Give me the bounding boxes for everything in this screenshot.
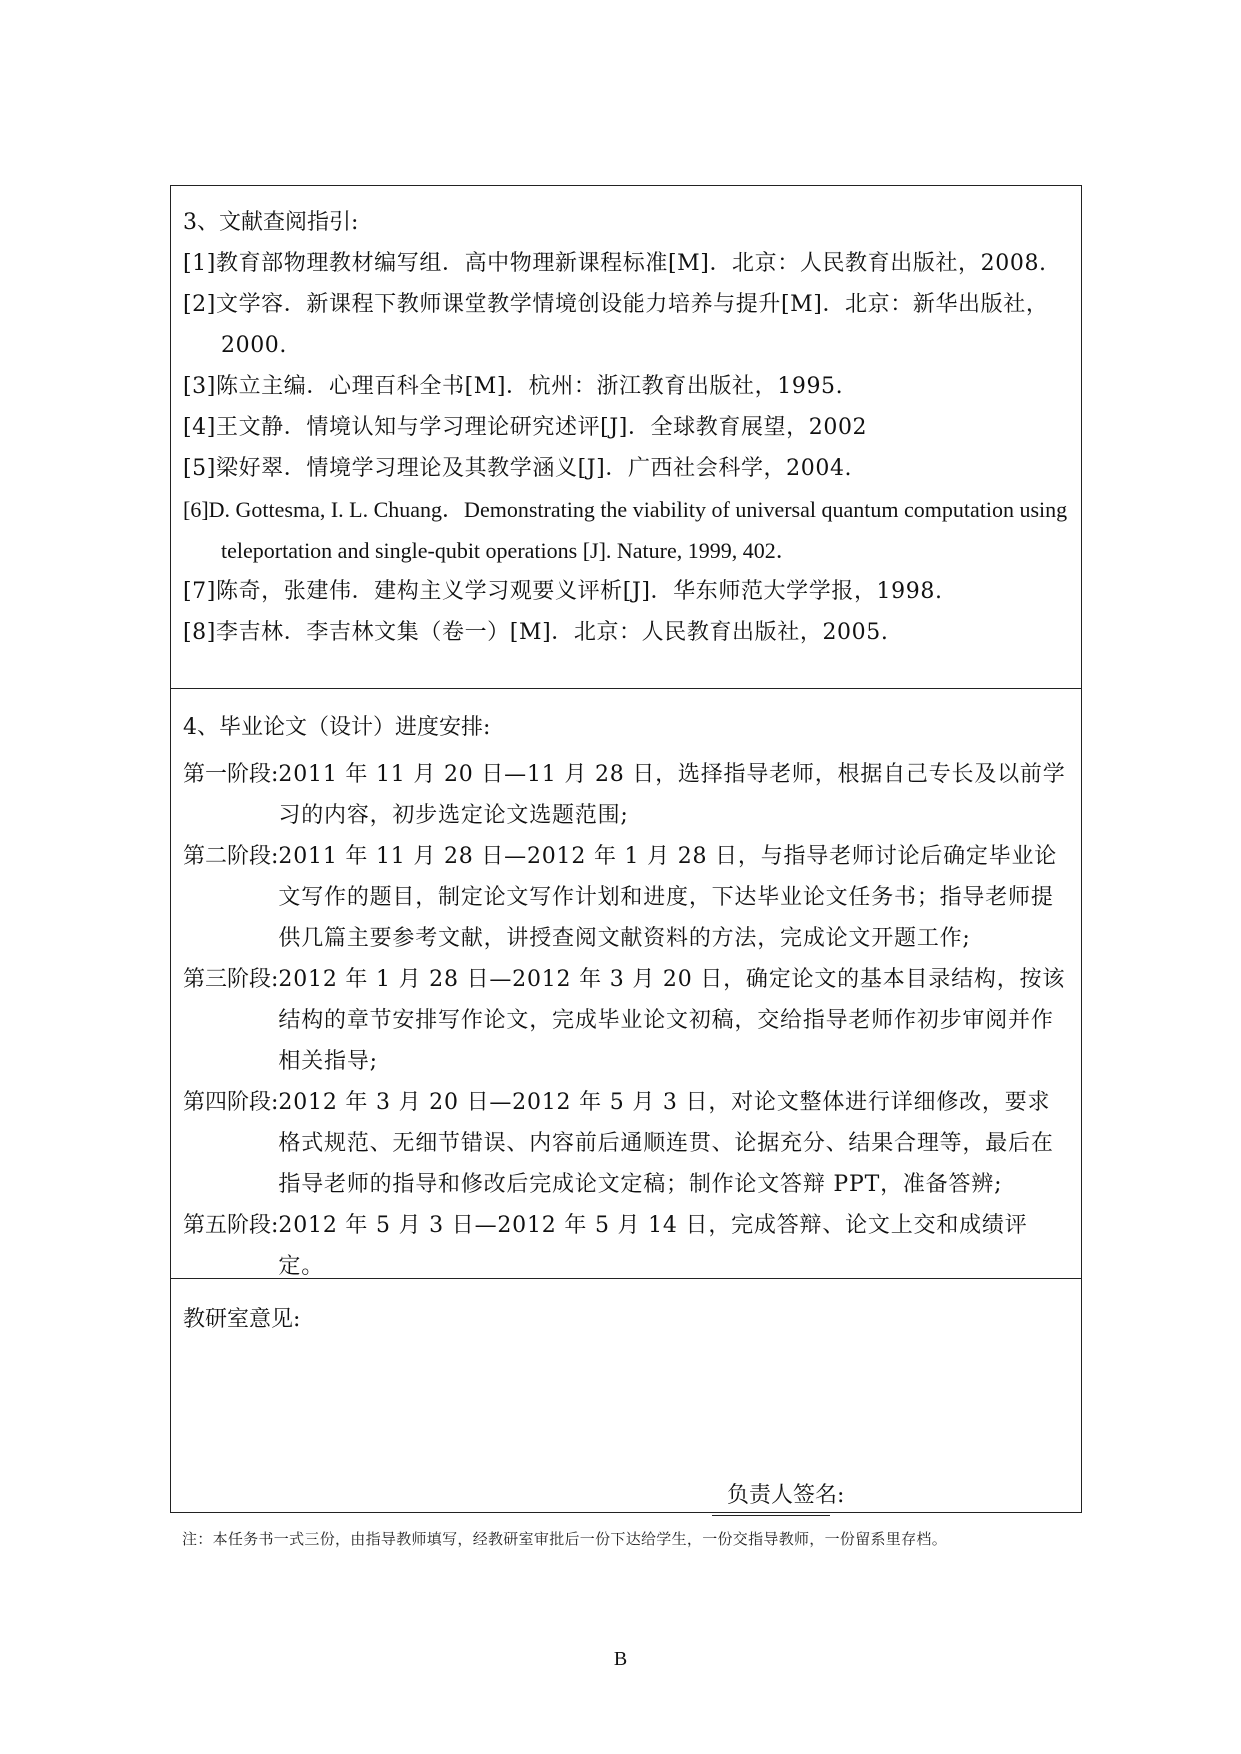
- schedule-stage: [183, 1082, 1071, 1205]
- stage-label: 第一阶段:: [183, 762, 279, 787]
- schedule-stage: [183, 754, 1071, 836]
- reference-item: [3]陈立主编．心理百科全书[M]．杭州：浙江教育出版社，1995.: [183, 374, 844, 399]
- schedule-heading: 4、毕业论文（设计）进度安排:: [183, 715, 491, 740]
- references-section: [171, 186, 1081, 688]
- reference-item: [4]王文静．情境认知与学习理论研究述评[J]．全球教育展望，2002: [183, 415, 868, 440]
- reference-item: [5]梁好翠．情境学习理论及其教学涵义[J]．广西社会科学，2004.: [183, 456, 853, 481]
- stage-label: 第四阶段:: [183, 1090, 279, 1115]
- stage-text: 2012 年 3 月 20 日—2012 年 5 月 3 日，对论文整体进行详细修改，要求格式规范、无细节错误、内容前后通顺连贯、论据充分、结果合理等，最后在指导老师的指导和修改后完成论文定稿；制作论文答辩 PPT，准备答辨;: [278, 1090, 1054, 1197]
- references-heading: 3、文献查阅指引:: [183, 210, 359, 235]
- task-form-table: [170, 185, 1082, 1513]
- page-number: B: [613, 1648, 628, 1670]
- schedule-stage: [183, 1205, 1071, 1287]
- stage-label: 第五阶段:: [183, 1213, 279, 1238]
- stage-label: 第三阶段:: [183, 967, 279, 992]
- reference-item: [6]D. Gottesma, I. L. Chuang．Demonstrating the viability of universal quantum computation using teleportation and single-qubit operations [J]. Nature, 1999, 402．: [183, 497, 1068, 563]
- schedule-section: [171, 688, 1081, 1278]
- schedule-stage: [183, 959, 1071, 1082]
- stage-label: 第二阶段:: [183, 844, 279, 869]
- reference-item: [1]教育部物理教材编写组．高中物理新课程标准[M]．北京：人民教育出版社，2008.: [183, 251, 1047, 276]
- reference-item: [2]文学容．新课程下教师课堂教学情境创设能力培养与提升[M]．北京：新华出版社，2000.: [183, 292, 1049, 358]
- stage-text: 2012 年 1 月 28 日—2012 年 3 月 20 日，确定论文的基本目录结构，按该结构的章节安排写作论文，完成毕业论文初稿，交给指导老师作初步审阅并作相关指导;: [278, 967, 1066, 1074]
- stage-text: 2011 年 11 月 20 日—11 月 28 日，选择指导老师，根据自己专长及以前学习的内容，初步选定论文选题范围;: [278, 762, 1066, 828]
- signature-label: 负责人签名:: [727, 1483, 845, 1508]
- opinion-section: [171, 1278, 1081, 1512]
- stage-text: 2012 年 5 月 3 日—2012 年 5 月 14 日，完成答辩、论文上交和成绩评定。: [278, 1213, 1028, 1279]
- schedule-stage: [183, 836, 1071, 959]
- opinion-heading: 教研室意见:: [183, 1307, 301, 1332]
- signature-line: [712, 1515, 830, 1516]
- reference-item: [8]李吉林．李吉林文集（卷一）[M]．北京：人民教育出版社，2005.: [183, 620, 889, 645]
- footnote: 注：本任务书一式三份，由指导教师填写，经教研室审批后一份下达给学生，一份交指导教师，一份留系里存档。: [182, 1530, 948, 1548]
- reference-item: [7]陈奇，张建伟．建构主义学习观要义评析[J]．华东师范大学学报，1998.: [183, 579, 943, 604]
- stage-text: 2011 年 11 月 28 日—2012 年 1 月 28 日，与指导老师讨论后确定毕业论文写作的题目，制定论文写作计划和进度，下达毕业论文任务书；指导老师提供几篇主要参考文献，讲授查阅文献资料的方法，完成论文开题工作;: [278, 844, 1058, 951]
